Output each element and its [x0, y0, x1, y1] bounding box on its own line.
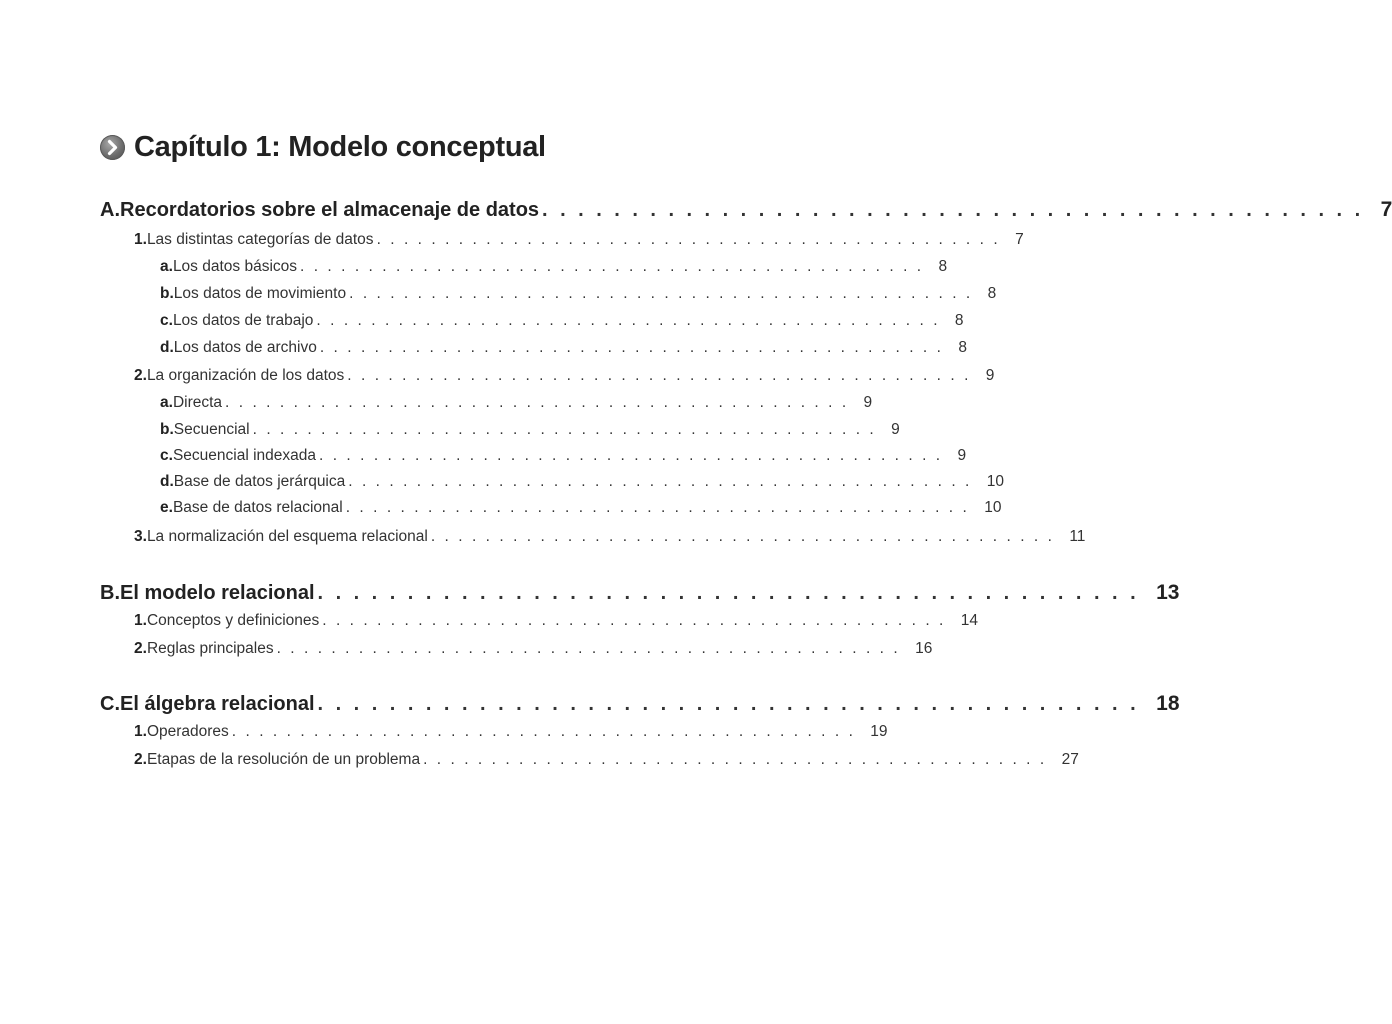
toc-label: Las distintas categorías de datos: [146, 231, 374, 248]
toc-item-b1[interactable]: [134, 612, 979, 630]
toc-number: d.: [160, 339, 174, 356]
toc-label: El modelo relacional: [120, 582, 315, 604]
toc-number: 2.: [134, 751, 147, 768]
toc-number: c.: [160, 447, 173, 464]
toc-item-c1[interactable]: [134, 723, 888, 741]
toc-page: 27: [1061, 751, 1079, 768]
toc-leader: ..............................................: [423, 751, 1054, 768]
toc-item-a2a[interactable]: [160, 394, 873, 412]
toc-leader: ..............................................: [319, 447, 950, 464]
toc-page: 9: [985, 367, 995, 384]
toc-page: 9: [957, 447, 967, 464]
toc-page: 9: [863, 394, 873, 411]
toc-leader: ..............................................: [252, 421, 884, 438]
toc-leader: ..............................................: [319, 339, 951, 356]
toc-page: 7: [1380, 198, 1392, 221]
toc-page: 8: [987, 285, 997, 302]
toc-page: 11: [1069, 528, 1086, 545]
toc-label: Secuencial indexada: [172, 447, 316, 464]
chapter-heading: [100, 131, 546, 164]
toc-label: El álgebra relacional: [120, 693, 315, 715]
toc-page: 13: [1156, 581, 1180, 604]
toc-page: 8: [954, 312, 964, 329]
toc-page: 8: [938, 258, 948, 275]
toc-label: Secuencial: [173, 421, 250, 438]
toc-leader: ..............................................: [376, 231, 1008, 248]
toc-section-a[interactable]: [100, 198, 1392, 222]
toc-label: Recordatorios sobre el almacenaje de datos: [120, 199, 540, 221]
toc-item-a2[interactable]: [134, 367, 995, 385]
toc-number: c.: [160, 312, 173, 329]
toc-label: Los datos de trabajo: [172, 312, 314, 329]
toc-number: 1.: [134, 723, 147, 740]
toc-section-c[interactable]: [100, 692, 1180, 716]
toc-page: 9: [891, 421, 900, 438]
toc-label: Etapas de la resolución de un problema: [146, 751, 421, 768]
toc-number: e.: [160, 499, 173, 516]
toc-leader: ..............................................: [347, 367, 978, 384]
toc-label: Base de datos jerárquica: [173, 473, 346, 490]
toc-page: 10: [984, 499, 1002, 516]
toc-label: Conceptos y definiciones: [146, 612, 320, 629]
toc-number: C.: [100, 693, 120, 715]
toc-label: La organización de los datos: [146, 367, 345, 384]
toc-number: 1.: [134, 231, 147, 248]
toc-page: 14: [960, 612, 979, 629]
toc-item-a2b[interactable]: [160, 421, 900, 439]
toc-leader: ..............................................: [225, 394, 856, 411]
toc-page: 7: [1015, 231, 1024, 248]
toc-item-a1d[interactable]: [160, 339, 967, 357]
toc-item-c2[interactable]: [134, 751, 1079, 769]
toc-label: Reglas principales: [146, 640, 274, 657]
toc-number: B.: [100, 582, 120, 604]
toc-page: 16: [915, 640, 933, 657]
toc-label: Los datos de movimiento: [173, 285, 347, 302]
toc-number: d.: [160, 473, 174, 490]
toc-leader: ..............................................: [317, 693, 1149, 715]
toc-label: Base de datos relacional: [172, 499, 343, 516]
toc-section-b[interactable]: [100, 581, 1180, 605]
toc-number: b.: [160, 285, 174, 302]
toc-item-a1a[interactable]: [160, 258, 948, 276]
toc-page: 8: [958, 339, 967, 356]
chapter-title: Capítulo 1: Modelo conceptual: [134, 131, 546, 163]
toc-leader: ..............................................: [300, 258, 931, 275]
toc-number: 3.: [134, 528, 147, 545]
toc-number: b.: [160, 421, 174, 438]
toc-leader: ..............................................: [317, 582, 1149, 604]
toc-leader: ..............................................: [349, 285, 980, 302]
toc-item-a3[interactable]: [134, 528, 1086, 546]
toc-label: Directa: [172, 394, 223, 411]
toc-number: 2.: [134, 367, 147, 384]
toc-label: Los datos básicos: [172, 258, 298, 275]
toc-label: Operadores: [146, 723, 229, 740]
toc-item-a1[interactable]: [134, 231, 1024, 249]
toc-item-a2c[interactable]: [160, 447, 967, 465]
toc-page: 18: [1156, 692, 1180, 715]
toc-leader: ..............................................: [316, 312, 947, 329]
toc-leader: ..............................................: [322, 612, 953, 629]
toc-leader: ..............................................: [231, 723, 863, 740]
toc-item-b2[interactable]: [134, 640, 933, 658]
toc-page: 10: [986, 473, 1004, 490]
toc-number: a.: [160, 394, 173, 411]
toc-leader: ..............................................: [542, 199, 1373, 221]
toc-number: a.: [160, 258, 173, 275]
toc-number: A.: [100, 199, 120, 221]
toc-leader: ..............................................: [348, 473, 979, 490]
toc-label: La normalización del esquema relacional: [146, 528, 428, 545]
toc-item-a1c[interactable]: [160, 312, 964, 330]
toc-number: 1.: [134, 612, 147, 629]
toc-label: Los datos de archivo: [173, 339, 317, 356]
toc-leader: ..............................................: [276, 640, 908, 657]
toc-item-a2e[interactable]: [160, 499, 1002, 517]
toc-number: 2.: [134, 640, 147, 657]
toc-item-a1b[interactable]: [160, 285, 997, 303]
toc-item-a2d[interactable]: [160, 473, 1004, 491]
toc-leader: ..............................................: [430, 528, 1062, 545]
toc-leader: ..............................................: [345, 499, 977, 516]
chevron-right-icon: [100, 135, 125, 160]
toc-page: 19: [870, 723, 888, 740]
